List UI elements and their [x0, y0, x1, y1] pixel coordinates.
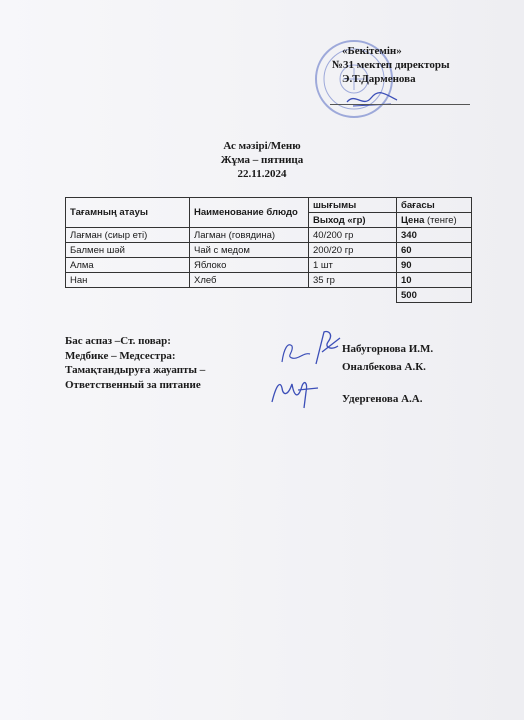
chef-signature-icon: [278, 338, 314, 366]
staff-names: [342, 340, 433, 408]
staff-roles: [65, 334, 205, 392]
chef-name: Набугорнова И.М.: [342, 343, 434, 355]
cell-name-kz: Балмен шәй: [66, 243, 190, 258]
cell-name-kz: Нан: [66, 273, 190, 288]
approval-block: [332, 44, 488, 86]
table-row: [66, 228, 472, 243]
table-row: [66, 273, 472, 288]
cell-yield: 1 шт: [309, 258, 397, 273]
cell-name-ru: Лагман (говядина): [190, 228, 309, 243]
cell-yield: 40/200 гр: [309, 228, 397, 243]
menu-title: Ас мәзірі/Меню: [223, 140, 301, 152]
cell-price: 10: [397, 273, 472, 288]
responsible-name: Удергенова А.А.: [342, 393, 423, 405]
menu-table: [65, 197, 472, 303]
cell-name-ru: Чай с медом: [190, 243, 309, 258]
table-row: [66, 243, 472, 258]
approval-position: №31 мектеп директоры: [332, 59, 450, 71]
cell-yield: 200/20 гр: [309, 243, 397, 258]
cell-name-kz: Лағман (сиыр еті): [66, 228, 190, 243]
header-yield-ru: Выход «гр): [309, 213, 397, 228]
cell-name-ru: Яблоко: [190, 258, 309, 273]
approval-director-name: Э.Т.Дарменова: [342, 73, 416, 85]
responsible-signature-icon: [268, 372, 320, 412]
cell-total: 500: [397, 288, 472, 303]
approval-title: «Бекітемін»: [342, 45, 402, 57]
menu-date: 22.11.2024: [237, 168, 287, 180]
menu-day: Жұма – пятница: [220, 154, 304, 166]
cell-name-kz: Алма: [66, 258, 190, 273]
role-chef: Бас аспаз –Ст. повар:: [65, 335, 171, 347]
cell-price: 340: [397, 228, 472, 243]
cell-price: 60: [397, 243, 472, 258]
table-total-row: [66, 288, 472, 303]
table-header-row: [66, 198, 472, 213]
cell-yield: 35 гр: [309, 273, 397, 288]
cell-name-ru: Хлеб: [190, 273, 309, 288]
role-responsible-kz: Тамақтандыруға жауапты –: [65, 364, 206, 376]
role-nurse: Медбике – Медсестра:: [65, 349, 176, 362]
cell-price: 90: [397, 258, 472, 273]
nurse-signature-icon: [310, 328, 344, 368]
director-signature-icon: [345, 88, 400, 110]
role-responsible-ru: Ответственный за питание: [65, 378, 201, 391]
header-name-kz: Тағамның атауы: [66, 198, 190, 228]
header-price-ru: Цена (тенге): [397, 213, 472, 228]
nurse-name: Оналбекова А.К.: [342, 361, 426, 373]
header-yield-kz: шығымы: [309, 198, 397, 213]
director-signature-line: [330, 104, 470, 105]
header-price-kz: бағасы: [397, 198, 472, 213]
table-row: [66, 258, 472, 273]
header-name-ru: Наименование блюдо: [190, 198, 309, 228]
